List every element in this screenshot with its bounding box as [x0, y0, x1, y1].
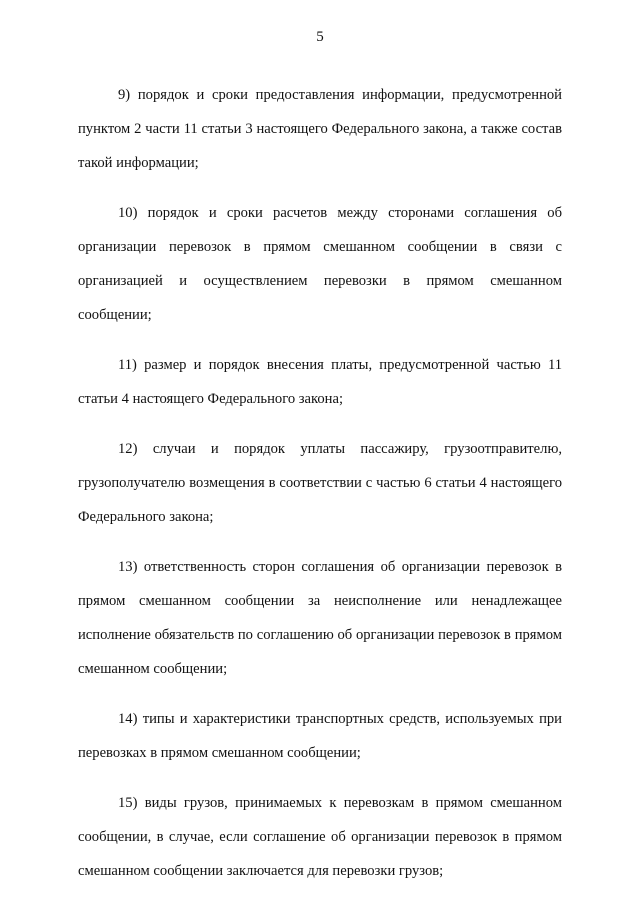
list-item-13: 13) ответственность сторон соглашения об организации перевозок в прямом смешанном сообщении за неисполнение или ненадлежащее исполнение обязательств по соглашению об организации перевозок в прямом смешанном сообщении; [78, 559, 562, 677]
document-body [78, 78, 562, 904]
list-item-9: 9) порядок и сроки предоставления информации, предусмотренной пунктом 2 части 11 статьи 3 настоящего Федерального закона, а также состав такой информации; [78, 87, 562, 171]
list-item-12: 12) случаи и порядок уплаты пассажиру, грузоотправителю, грузополучателю возмещения в соответствии с частью 6 статьи 4 настоящего Федерального закона; [78, 441, 562, 525]
list-item-15: 15) виды грузов, принимаемых к перевозкам в прямом смешанном сообщении, в случае, если соглашение об организации перевозок в прямом смешанном сообщении заключается для перевозки грузов; [78, 795, 562, 879]
list-item-14: 14) типы и характеристики транспортных средств, используемых при перевозках в прямом смешанном сообщении; [78, 711, 562, 761]
page-number: 5 [316, 29, 324, 45]
list-item-10: 10) порядок и сроки расчетов между сторонами соглашения об организации перевозок в прямом смешанном сообщении в связи с организацией и осуществлением перевозки в прямом смешанном сообщении; [78, 205, 562, 323]
list-item-11: 11) размер и порядок внесения платы, предусмотренной частью 11 статьи 4 настоящего Федерального закона; [78, 357, 562, 407]
